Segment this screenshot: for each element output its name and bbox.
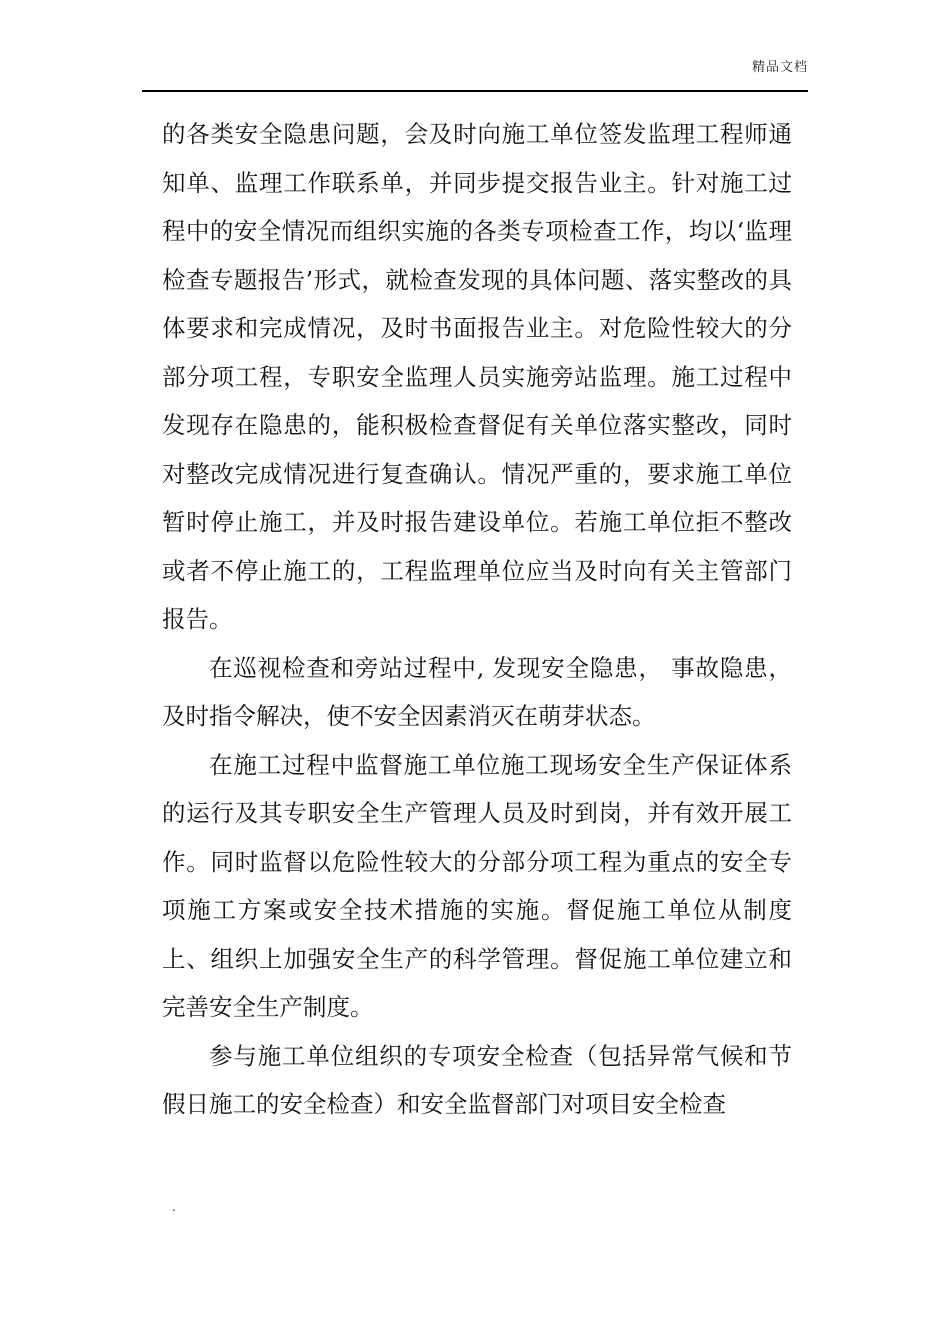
header-label: 精品文档 (751, 60, 808, 75)
paragraph-2: 在巡视检查和旁站过程中, 发现安全隐患， 事故隐患，及时指令解决，使不安全因素消灭在萌芽状态。 (162, 653, 792, 730)
footer-mark: . (172, 1200, 176, 1214)
paragraph-3: 在施工过程中监督施工单位施工现场安全生产保证体系的运行及其专职安全生产管理人员及时到岗，并有效开展工作。同时监督以危险性较大的分部分项工程为重点的安全专项施工方案或安全技术措施的实施。督促施工单位从制度上、组织上加强安全生产的科学管理。督促施工单位建立和完善安全生产制度。 (162, 750, 792, 1021)
document-body (162, 110, 792, 1129)
paragraph-1: 的各类安全隐患问题，会及时向施工单位签发监理工程师通知单、监理工作联系单，并同步提交报告业主。针对施工过程中的安全情况而组织实施的各类专项检查工作，均以‘监理检查专题报告’形式，就检查发现的具体问题、落实整改的具体要求和完成情况，及时书面报告业主。对危险性较大的分部分项工程，专职安全监理人员实施旁站监理。施工过程中发现存在隐患的，能积极检查督促有关单位落实整改，同时对整改完成情况进行复查确认。情况严重的，要求施工单位暂时停止施工，并及时报告建设单位。若施工单位拒不整改或者不停止施工的，工程监理单位应当及时向有关主管部门报告。 (162, 120, 792, 633)
header-divider (142, 90, 808, 92)
paragraph-4: 参与施工单位组织的专项安全检查（包括异常气候和节假日施工的安全检查）和安全监督部门对项目安全检查 (162, 1041, 792, 1118)
